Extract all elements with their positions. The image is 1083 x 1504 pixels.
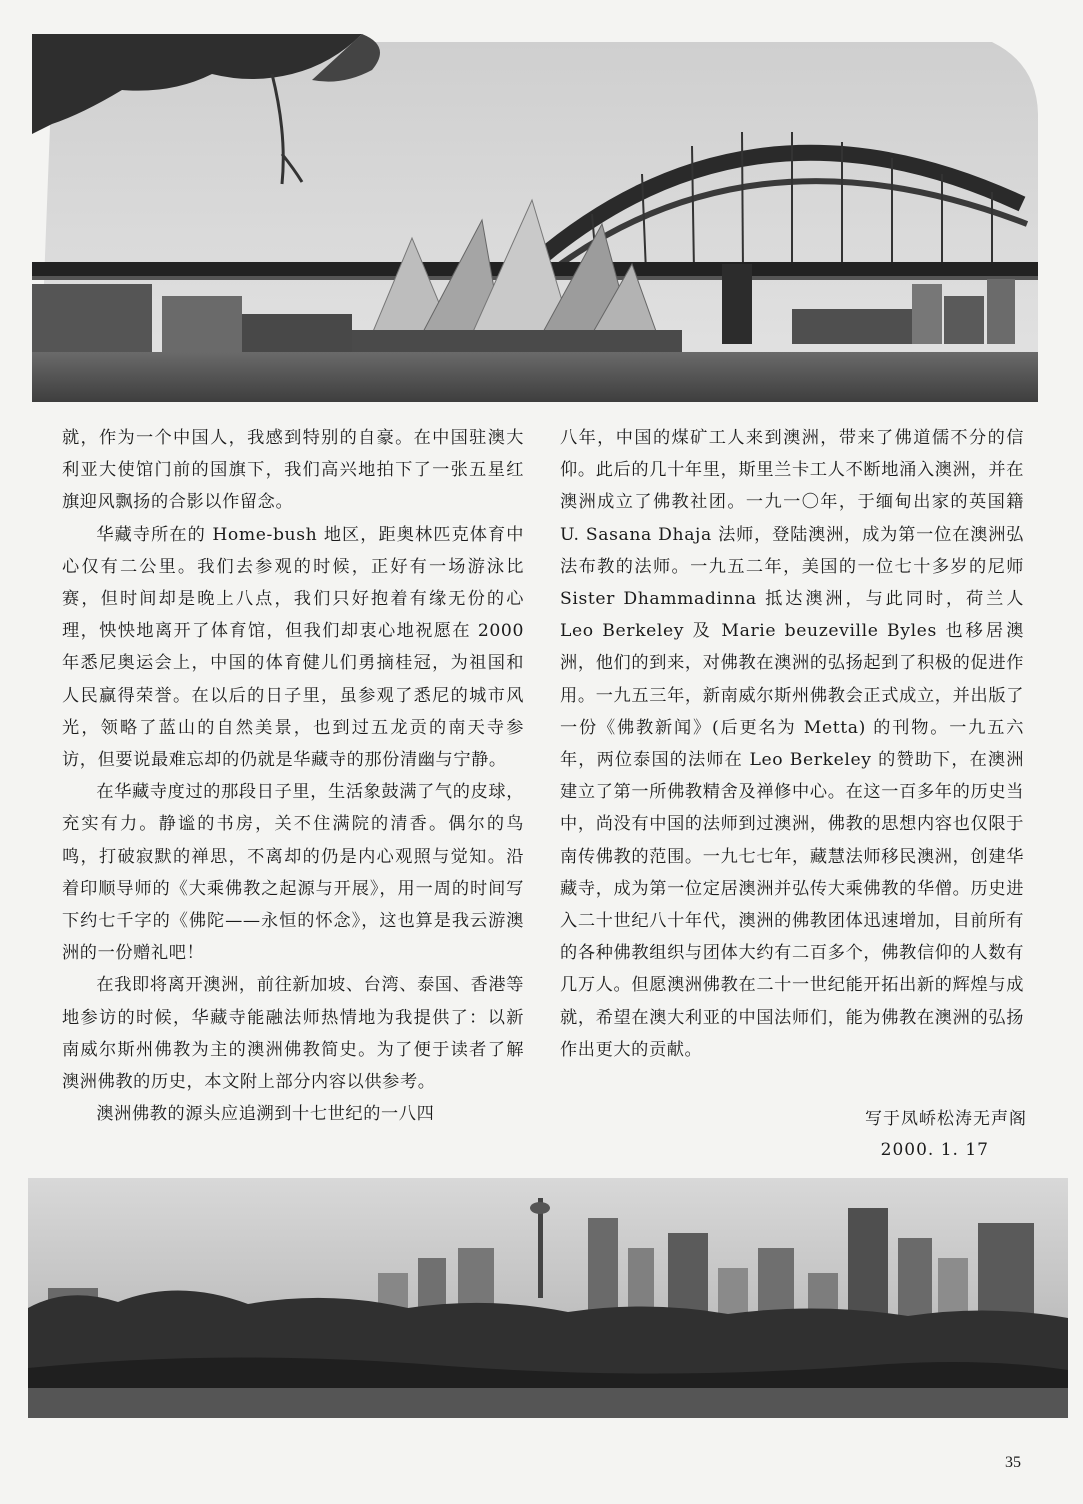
signature-block bbox=[865, 1104, 1027, 1166]
page-number: 35 bbox=[1005, 1454, 1021, 1471]
paragraph: 在华藏寺度过的那段日子里，生活象鼓满了气的皮球，充实有力。静谧的书房，关不住满院的清香。偶尔的鸟鸣，打破寂默的禅思，不离却的仍是内心观照与觉知。沿着印顺导师的《大乘佛教之起源与开展》，用一周的时间写下约七千字的《佛陀——永恒的怀念》，这也算是我云游澳洲的一份赠礼吧！ bbox=[62, 782, 524, 964]
paragraph: 在我即将离开澳洲，前往新加坡、台湾、泰国、香港等地参访的时候，华藏寺能融法师热情地为我提供了：以新南威尔斯州佛教为主的澳洲佛教简史。为了便于读者了解澳洲佛教的历史，本文附上部分内容以供参考。 bbox=[62, 975, 524, 1093]
opera-house-bridge-photo bbox=[32, 34, 1042, 402]
sydney-skyline-photo bbox=[28, 1178, 1068, 1418]
paragraph: 就，作为一个中国人，我感到特别的自豪。在中国驻澳大利亚大使馆门前的国旗下，我们高兴地拍下了一张五星红旗迎风飘扬的合影以作留念。 bbox=[62, 428, 524, 513]
article-right-column bbox=[560, 422, 1024, 1066]
paragraph: 华藏寺所在的 Home-bush 地区，距奥林匹克体育中心仅有二公里。我们去参观的时候，正好有一场游泳比赛，但时间却是晚上八点，我们只好抱着有缘无份的心理，怏怏地离开了体育馆，但我们却衷心地祝愿在 2000 年悉尼奥运会上，中国的体育健儿们勇摘桂冠，为祖国和人民赢得荣誉。在以后的日子里，虽参观了悉尼的城市风光，领略了蓝山的自然美景，也到过五龙贡的南天寺参访，但要说最难忘却的仍就是华藏寺的那份清幽与宁静。 bbox=[62, 524, 524, 771]
paragraph: 澳洲佛教的源头应追溯到十七世纪的一八四 bbox=[96, 1104, 435, 1125]
article-left-column bbox=[62, 422, 524, 1130]
paragraph: 八年，中国的煤矿工人来到澳洲，带来了佛道儒不分的信仰。此后的几十年里，斯里兰卡工人不断地涌入澳洲，并在澳洲成立了佛教社团。一九一〇年，于缅甸出家的英国籍 U. Sasana Dhaja 法师，登陆澳洲，成为第一位在澳洲弘法布教的法师。一九五二年，美国的一位七十多岁的尼师 Sister Dhammadinna 抵达澳洲，与此同时，荷兰人 Leo Berkeley 及 Marie beuzeville Byles 也移居澳洲，他们的到来，对佛教在澳洲的弘扬起到了积极的促进作用。一九五三年，新南威尔斯州佛教会正式成立，并出版了一份《佛教新闻》(后更名为 Metta) 的刊物。一九五六年，两位泰国的法师在 Leo Berkeley 的赞助下，在澳洲建立了第一所佛教精舍及禅修中心。在这一百多年的历史当中，尚没有中国的法师到过澳洲，佛教的思想内容也仅限于南传佛教的范围。一九七七年，藏慧法师移民澳洲，创建华藏寺，成为第一位定居澳洲并弘传大乘佛教的华僧。历史进入二十世纪八十年代，澳洲的佛教团体迅速增加，目前所有的各种佛教组织与团体大约有二百多个，佛教信仰的人数有几万人。但愿澳洲佛教在二十一世纪能开拓出新的辉煌与成就，希望在澳大利亚的中国法师们，能为佛教在澳洲的弘扬作出更大的贡献。 bbox=[560, 428, 1024, 1060]
signature-place: 写于凤峤松涛无声阁 bbox=[865, 1109, 1027, 1129]
signature-date: 2000. 1. 17 bbox=[880, 1140, 989, 1160]
